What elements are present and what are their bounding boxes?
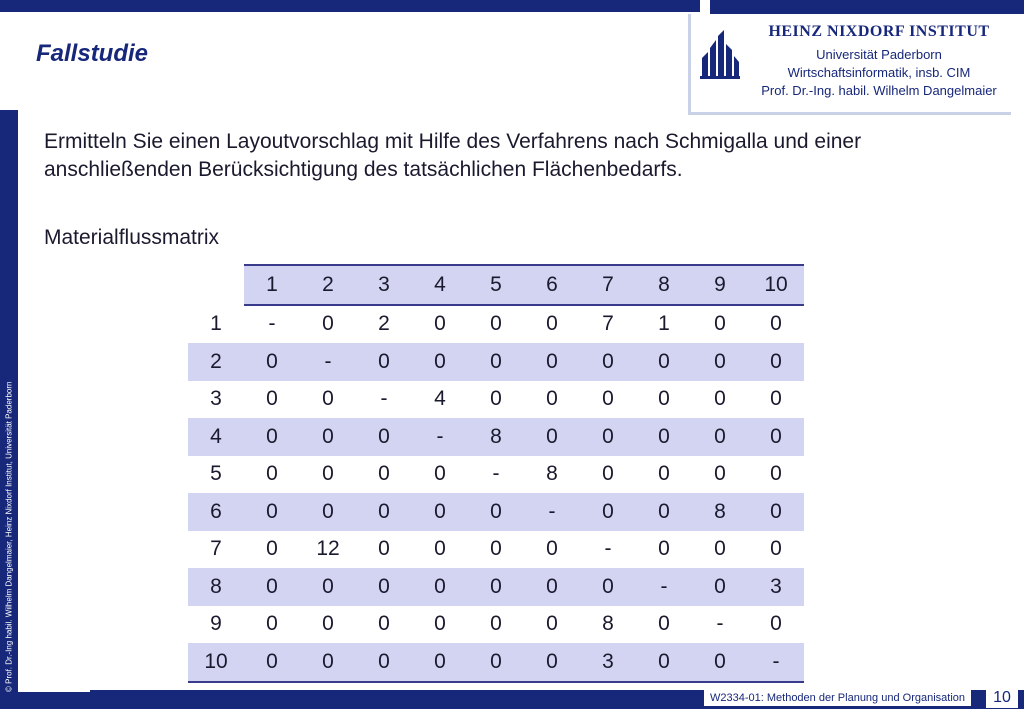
- column-header: 1: [244, 265, 300, 305]
- matrix-cell: 0: [468, 493, 524, 531]
- matrix-cell: 0: [244, 568, 300, 606]
- table-row: [188, 531, 804, 569]
- matrix-cell: 8: [546, 462, 558, 486]
- matrix-cell: 0: [546, 537, 558, 561]
- matrix-cell: 0: [714, 462, 726, 486]
- matrix-cell: 0: [636, 418, 692, 456]
- footer-course: W2334-01: Methoden der Planung und Organisation: [704, 690, 971, 706]
- matrix-cell: 0: [546, 312, 558, 336]
- matrix-cell: 0: [434, 612, 446, 636]
- matrix-cell: 0: [714, 387, 726, 411]
- matrix-cell: 0: [468, 568, 524, 606]
- matrix-cell: 3: [580, 643, 636, 682]
- matrix-cell: 0: [490, 537, 502, 561]
- copyright-text: © Prof. Dr.-Ing habil. Wilhelm Dangelmaier, Heinz Nixdorf Institut, Universität Paderborn: [4, 381, 14, 692]
- matrix-cell: 0: [692, 643, 748, 682]
- matrix-cell: 0: [490, 312, 502, 336]
- matrix-cell: -: [492, 462, 500, 486]
- matrix-cell: 0: [356, 418, 412, 456]
- matrix-cell: 0: [748, 493, 804, 531]
- matrix-cell: 0: [266, 537, 278, 561]
- matrix-cell: 0: [524, 418, 580, 456]
- top-bar: [0, 0, 700, 12]
- matrix-cell: -: [636, 568, 692, 606]
- row-header: 3: [210, 387, 222, 411]
- table-row: [188, 456, 804, 494]
- matrix-cell: 0: [636, 493, 692, 531]
- matrix-cell: 0: [770, 312, 782, 336]
- page-number: 10: [986, 688, 1018, 708]
- matrix-cell: 0: [658, 537, 670, 561]
- matrix-cell: 0: [356, 643, 412, 682]
- matrix-cell: 0: [434, 462, 446, 486]
- matrix-cell: 7: [602, 312, 614, 336]
- table-row: [188, 606, 804, 644]
- matrix-cell: 0: [244, 418, 300, 456]
- matrix-cell: -: [412, 418, 468, 456]
- row-header: 6: [188, 493, 244, 531]
- matrix-cell: -: [268, 312, 276, 336]
- institute-line-3: Prof. Dr.-Ing. habil. Wilhelm Dangelmaier: [761, 83, 997, 98]
- column-header: 8: [636, 265, 692, 305]
- matrix-cell: 12: [316, 537, 340, 561]
- matrix-cell: 0: [378, 537, 390, 561]
- column-header: 9: [692, 265, 748, 305]
- material-flow-matrix: [188, 264, 804, 683]
- matrix-cell: 0: [524, 568, 580, 606]
- matrix-cell: 0: [322, 612, 334, 636]
- top-bar-right: [710, 0, 1024, 14]
- matrix-cell: 0: [412, 343, 468, 381]
- row-header: 7: [210, 537, 222, 561]
- matrix-cell: 0: [692, 568, 748, 606]
- matrix-cell: 0: [524, 643, 580, 682]
- matrix-cell: 0: [546, 612, 558, 636]
- matrix-cell: 0: [266, 612, 278, 636]
- matrix-cell: 0: [770, 462, 782, 486]
- matrix-cell: 4: [434, 387, 446, 411]
- matrix-cell: -: [524, 493, 580, 531]
- hni-logo-icon: [700, 28, 740, 80]
- column-header: 2: [300, 265, 356, 305]
- matrix-cell: 0: [266, 387, 278, 411]
- matrix-cell: 0: [300, 418, 356, 456]
- matrix-cell: 0: [468, 343, 524, 381]
- matrix-cell: 0: [378, 462, 390, 486]
- matrix-cell: 1: [658, 312, 670, 336]
- matrix-cell: 0: [356, 343, 412, 381]
- matrix-cell: 0: [244, 493, 300, 531]
- matrix-cell: 0: [692, 418, 748, 456]
- row-header: 8: [188, 568, 244, 606]
- matrix-cell: 0: [434, 312, 446, 336]
- matrix-cell: 0: [244, 643, 300, 682]
- matrix-cell: 0: [412, 643, 468, 682]
- matrix-cell: -: [300, 343, 356, 381]
- matrix-cell: 8: [602, 612, 614, 636]
- table-row: [188, 568, 804, 606]
- matrix-cell: 8: [692, 493, 748, 531]
- column-header: 6: [524, 265, 580, 305]
- matrix-cell: 0: [300, 568, 356, 606]
- column-header: 7: [580, 265, 636, 305]
- table-row: [188, 343, 804, 381]
- matrix-cell: 0: [748, 343, 804, 381]
- matrix-cell: 0: [748, 418, 804, 456]
- matrix-cell: 0: [266, 462, 278, 486]
- matrix-cell: 0: [490, 387, 502, 411]
- matrix-cell: 0: [322, 387, 334, 411]
- row-header: 4: [188, 418, 244, 456]
- row-header: 2: [188, 343, 244, 381]
- institute-line-1: Universität Paderborn: [816, 47, 942, 62]
- institute-name: HEINZ NIXDORF INSTITUT: [768, 23, 990, 40]
- matrix-cell: -: [748, 643, 804, 682]
- matrix-cell: 0: [602, 387, 614, 411]
- matrix-cell: 0: [412, 568, 468, 606]
- table-row: [188, 643, 804, 682]
- column-header: 4: [412, 265, 468, 305]
- table-row: [188, 493, 804, 531]
- row-header: 5: [210, 462, 222, 486]
- intro-text: Ermitteln Sie einen Layoutvorschlag mit Hilfe des Verfahrens nach Schmigalla und einer anschließenden Berücksichtigung des tatsächlichen Flächenbedarfs.: [44, 130, 862, 181]
- matrix-cell: 0: [356, 568, 412, 606]
- matrix-cell: 0: [770, 387, 782, 411]
- matrix-cell: 0: [658, 612, 670, 636]
- matrix-cell: 3: [748, 568, 804, 606]
- matrix-cell: 0: [412, 493, 468, 531]
- table-row: [188, 305, 804, 344]
- matrix-cell: -: [716, 612, 724, 636]
- slide-title: Fallstudie: [36, 40, 149, 67]
- matrix-cell: 0: [546, 387, 558, 411]
- matrix-cell: 0: [770, 537, 782, 561]
- matrix-cell: 0: [714, 537, 726, 561]
- matrix-cell: -: [380, 387, 388, 411]
- table-row: [188, 381, 804, 419]
- matrix-cell: -: [604, 537, 612, 561]
- matrix-cell: 0: [636, 343, 692, 381]
- institute-line-2: Wirtschaftsinformatik, insb. CIM: [787, 65, 971, 80]
- matrix-cell: 0: [658, 387, 670, 411]
- matrix-cell: 2: [378, 312, 390, 336]
- matrix-cell: 0: [322, 462, 334, 486]
- matrix-cell: 0: [300, 493, 356, 531]
- matrix-cell: 0: [580, 568, 636, 606]
- matrix-cell: 0: [434, 537, 446, 561]
- matrix-cell: 0: [490, 612, 502, 636]
- column-header: 10: [748, 265, 804, 305]
- matrix-cell: 0: [322, 312, 334, 336]
- matrix-cell: 0: [356, 493, 412, 531]
- matrix-body: [188, 305, 804, 682]
- matrix-cell: 0: [636, 643, 692, 682]
- matrix-cell: 0: [770, 612, 782, 636]
- matrix-cell: 0: [580, 493, 636, 531]
- matrix-cell: 0: [300, 643, 356, 682]
- matrix-corner: [188, 265, 244, 305]
- matrix-cell: 0: [244, 343, 300, 381]
- matrix-cell: 0: [378, 612, 390, 636]
- matrix-cell: 0: [580, 418, 636, 456]
- row-header: 1: [210, 311, 222, 335]
- column-header: 5: [468, 265, 524, 305]
- matrix-header-row: [188, 265, 804, 305]
- matrix-cell: 0: [714, 312, 726, 336]
- matrix-cell: 0: [468, 643, 524, 682]
- column-header: 3: [356, 265, 412, 305]
- matrix-cell: 0: [580, 343, 636, 381]
- table-row: [188, 418, 804, 456]
- matrix-cell: 0: [602, 462, 614, 486]
- matrix-heading: Materialflussmatrix: [44, 226, 220, 249]
- matrix-cell: 0: [658, 462, 670, 486]
- row-header: 9: [210, 612, 222, 636]
- row-header: 10: [188, 643, 244, 682]
- matrix-cell: 8: [468, 418, 524, 456]
- matrix-cell: 0: [692, 343, 748, 381]
- matrix-cell: 0: [524, 343, 580, 381]
